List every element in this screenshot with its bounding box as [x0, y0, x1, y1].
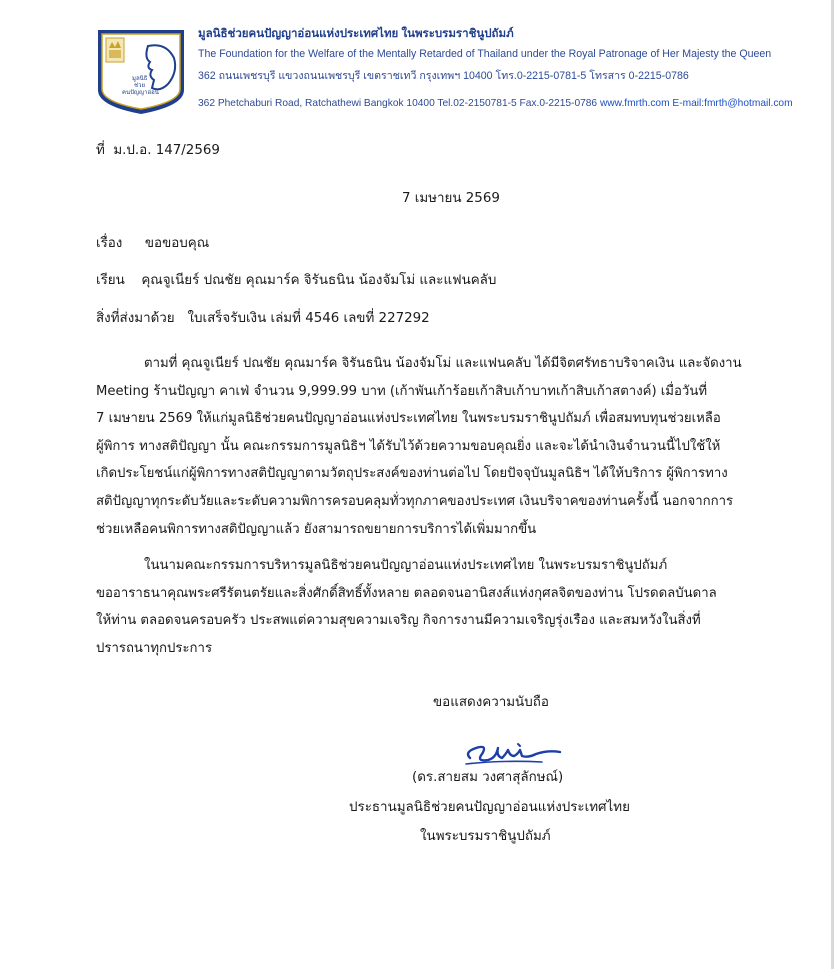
signer-name: (ดร.สายสม วงศาสุลักษณ์): [412, 770, 564, 785]
foundation-logo-icon: [96, 28, 186, 116]
reference-line: [96, 141, 220, 160]
paragraph-line: เกิดประโยชน์แก่ผู้พิการทางสติปัญญาตามวัตถุประสงค์ของท่านต่อไป โดยปัจจุบันมูลนิธิฯ ได้ให้บริการ ผู้พิการทาง: [96, 466, 728, 482]
paragraph-line: ในนามคณะกรรมการบริหารมูลนิธิช่วยคนปัญญาอ่อนแห่งประเทศไทย ในพระบรมราชินูปถัมภ์: [144, 558, 668, 573]
recipient-label: เรียน: [96, 273, 125, 288]
closing: ขอแสดงความนับถือ: [433, 695, 549, 710]
reference-number: ม.ป.อ. 147/2569: [113, 143, 220, 158]
body-paragraph-1: [96, 350, 742, 543]
paragraph-line: ช่วยเหลือคนพิการทางสติปัญญาแล้ว ยังสามารถขยายการบริการได้เพิ่มมากขึ้น: [96, 521, 537, 537]
address-thai: 362 ถนนเพชรบุรี แขวงถนนเพชรบุรี เขตราชเทวี กรุงเทพฯ 10400 โทร.0-2215-0781-5 โทรสาร 0-2215-0786: [198, 70, 689, 82]
logo-text-3: คนปัญญาอ่อน: [122, 89, 159, 96]
address-english-text: 362 Phetchaburi Road, Ratchathewi Bangkok 10400 Tel.02-2150781-5 Fax.0-2215-0786: [198, 98, 598, 109]
email-link[interactable]: E-mail:fmrth@hotmail.com: [672, 98, 793, 109]
address-english: [198, 93, 818, 115]
letterhead: [198, 26, 818, 115]
paragraph-line: ตามที่ คุณจูเนียร์ ปณชัย คุณมาร์ค จิรันธนิน น้องจัมโม่ และแฟนคลับ ได้มีจิตศรัทธาบริจาคเงิน และจัดงาน: [144, 356, 742, 371]
enclosure-label: สิ่งที่ส่งมาด้วย: [96, 311, 175, 326]
recipient-text: คุณจูเนียร์ ปณชัย คุณมาร์ค จิรันธนิน น้องจัมโม่ และแฟนคลับ: [141, 273, 497, 288]
website-link[interactable]: www.fmrth.com: [599, 98, 670, 109]
paragraph-line: ให้ท่าน ตลอดจนครอบครัว ประสพแต่ความสุขความเจริญ กิจการงานมีความเจริญรุ่งเรือง และสมหวังในสิ่งที่: [96, 613, 701, 629]
paragraph-line: 7 เมษายน 2569 ให้แก่มูลนิธิช่วยคนปัญญาอ่อนแห่งประเทศไทย ในพระบรมราชินูปถัมภ์ เพื่อสมทบทุนช่วยเหลือ: [96, 411, 721, 427]
paragraph-line: สติปัญญาทุกระดับวัยและระดับความพิการครอบคลุมทั่วทุกภาคของประเทศ เงินบริจาคของท่านครั้งนี้ นอกจากการ: [96, 493, 734, 509]
enclosure-line: [96, 309, 430, 328]
letter-date: 7 เมษายน 2569: [402, 191, 500, 206]
reference-label: ที่: [96, 143, 105, 158]
signer-title-2: ในพระบรมราชินูปถัมภ์: [420, 829, 551, 844]
org-name-english: The Foundation for the Welfare of the Mentally Retarded of Thailand under the Royal Patronage of Her Majesty the Queen: [198, 48, 772, 60]
logo-text-1: มูลนิธิ: [132, 75, 148, 82]
recipient-line: [96, 271, 496, 290]
signer-title-1: ประธานมูลนิธิช่วยคนปัญญาอ่อนแห่งประเทศไทย: [349, 800, 630, 815]
subject-line: [96, 234, 209, 253]
subject-label: เรื่อง: [96, 236, 123, 251]
org-name-thai: มูลนิธิช่วยคนปัญญาอ่อนแห่งประเทศไทย ในพระบรมราชินูปถัมภ์: [198, 28, 514, 40]
paragraph-line: ผู้พิการ ทางสติปัญญา นั้น คณะกรรมการมูลนิธิฯ ได้รับไว้ด้วยความขอบคุณยิ่ง และจะได้นำเงินจำนวนนี้ไปใช้ให้: [96, 438, 721, 454]
paragraph-line: Meeting ร้านปัญญา คาเฟ่ จำนวน 9,999.99 บาท (เก้าพันเก้าร้อยเก้าสิบเก้าบาทเก้าสิบเก้าสตางค์) เมื่อวันที่: [96, 383, 708, 399]
paragraph-line: ขออาราธนาคุณพระศรีรัตนตรัยและสิ่งศักดิ์สิทธิ์ทั้งหลาย ตลอดจนอานิสงส์แห่งกุศลจิตของท่าน โปรดดลบันดาล: [96, 585, 717, 601]
enclosure-text: ใบเสร็จรับเงิน เล่มที่ 4546 เลขที่ 227292: [187, 311, 430, 326]
handwritten-signature: [462, 730, 564, 770]
body-paragraph-2: [96, 552, 717, 662]
paragraph-line: ปรารถนาทุกประการ: [96, 640, 213, 656]
logo-text-2: ช่วย: [134, 82, 145, 89]
subject-text: ขอขอบคุณ: [144, 236, 210, 251]
